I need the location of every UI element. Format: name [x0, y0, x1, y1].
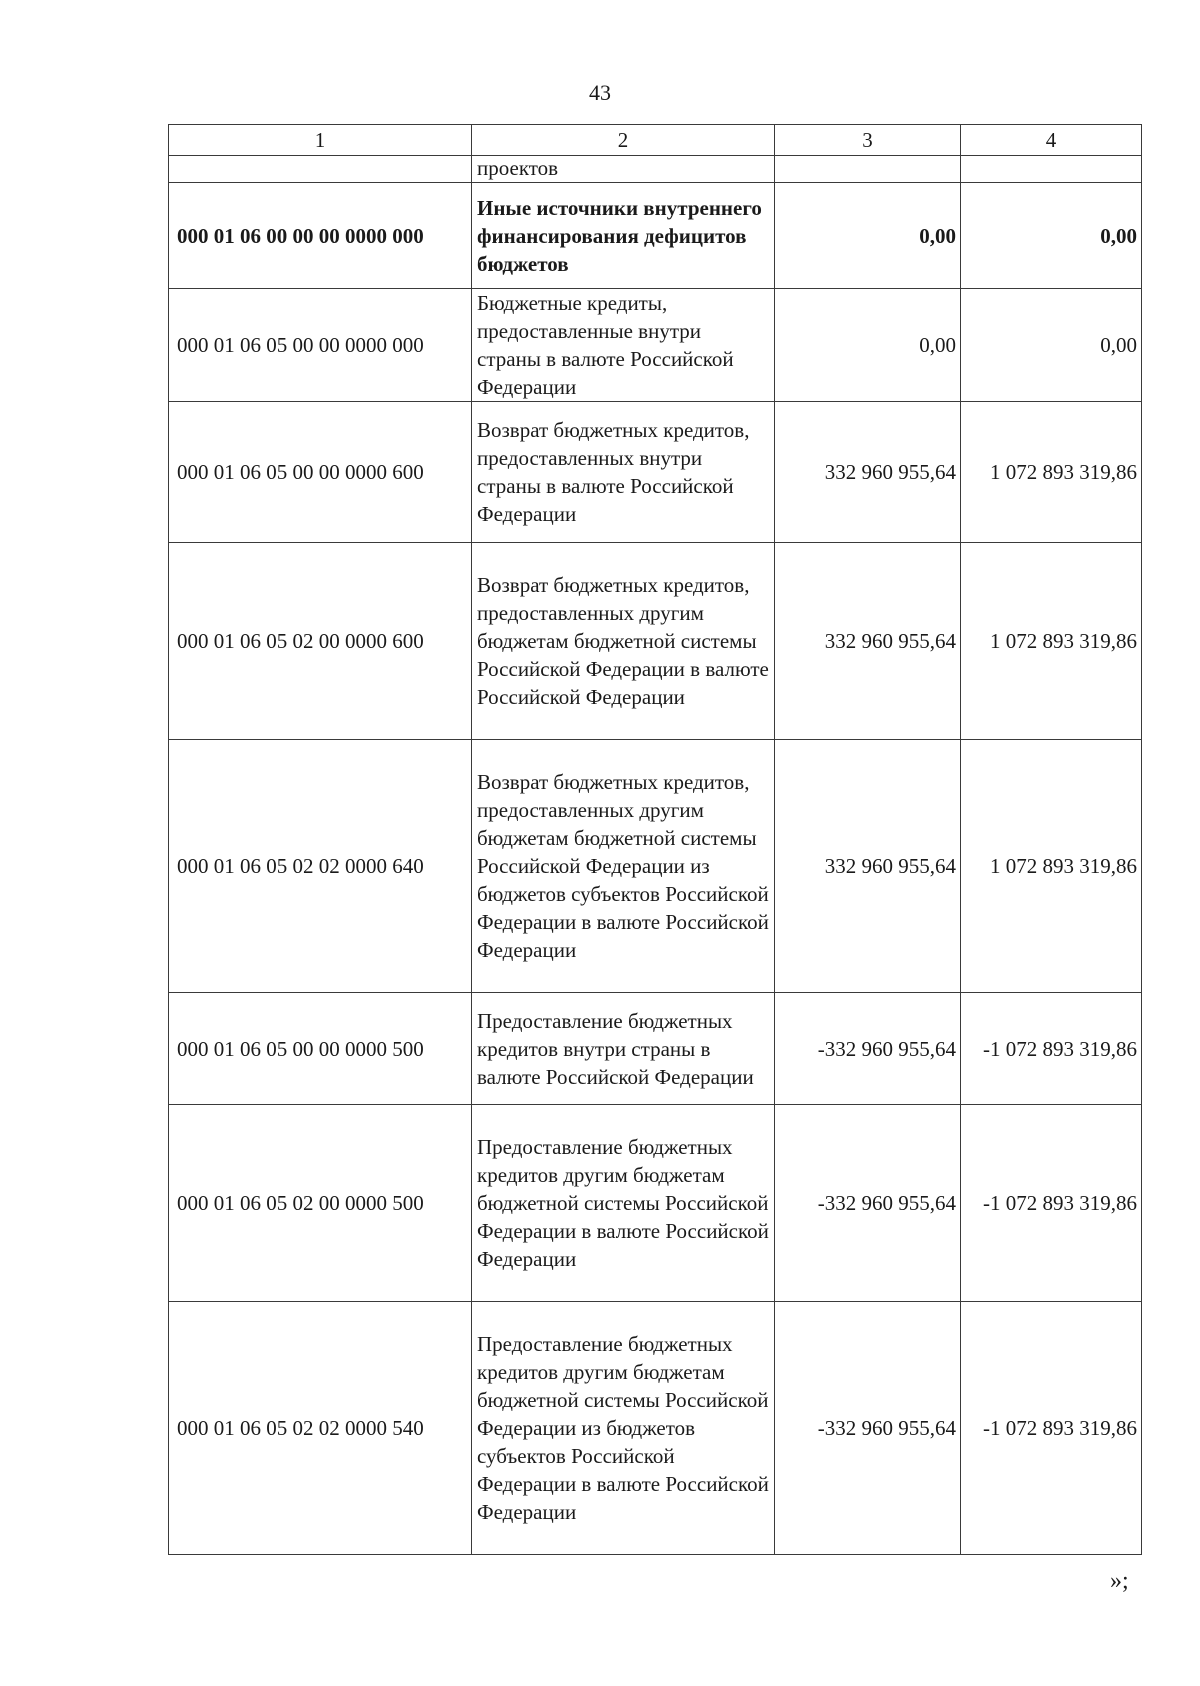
amount-col4-cell: -1 072 893 319,86 — [961, 1105, 1142, 1302]
amount-col4-cell: 1 072 893 319,86 — [961, 402, 1142, 543]
amount-col3-cell: 332 960 955,64 — [775, 402, 961, 543]
code-cell: 000 01 06 00 00 00 0000 000 — [169, 183, 472, 289]
table-row — [169, 1302, 1142, 1555]
table-row — [169, 183, 1142, 289]
name-cell: Предоставление бюджетных кредитов другим бюджетам бюджетной системы Российской Федерации в валюте Российской Федерации — [472, 1105, 775, 1302]
amount-col4-cell: 1 072 893 319,86 — [961, 740, 1142, 993]
name-cell: Возврат бюджетных кредитов, предоставленных другим бюджетам бюджетной системы Российской Федерации в валюте Российской Федерации — [472, 543, 775, 740]
amount-col3-cell: 332 960 955,64 — [775, 740, 961, 993]
financing-sources-table — [168, 124, 1142, 1555]
table-row — [169, 993, 1142, 1105]
amount-col3-cell: 0,00 — [775, 289, 961, 402]
page-number: 43 — [589, 80, 611, 105]
table-header-row — [169, 125, 1142, 156]
amount-col4-cell: 1 072 893 319,86 — [961, 543, 1142, 740]
code-cell: 000 01 06 05 02 00 0000 500 — [169, 1105, 472, 1302]
amount-col3-cell: -332 960 955,64 — [775, 1105, 961, 1302]
column-header-3: 3 — [775, 125, 961, 156]
code-cell: 000 01 06 05 00 00 0000 500 — [169, 993, 472, 1105]
closing-quote-mark: »; — [1110, 1568, 1129, 1594]
table-row — [169, 289, 1142, 402]
name-cell: Предоставление бюджетных кредитов другим бюджетам бюджетной системы Российской Федерации из бюджетов субъектов Российской Федерации в валюте Российской Федерации — [472, 1302, 775, 1555]
code-cell: 000 01 06 05 02 02 0000 640 — [169, 740, 472, 993]
name-cell: Возврат бюджетных кредитов, предоставленных другим бюджетам бюджетной системы Российской Федерации из бюджетов субъектов Российской Федерации в валюте Российской Федерации — [472, 740, 775, 993]
code-cell: 000 01 06 05 00 00 0000 000 — [169, 289, 472, 402]
table-row-continuation — [169, 156, 1142, 183]
amount-col4-cell: 0,00 — [961, 183, 1142, 289]
amount-col4-cell: -1 072 893 319,86 — [961, 993, 1142, 1105]
name-cell: Бюджетные кредиты, предоставленные внутри страны в валюте Российской Федерации — [472, 289, 775, 402]
amount-col3-cell: 0,00 — [775, 183, 961, 289]
column-header-1: 1 — [169, 125, 472, 156]
column-header-2: 2 — [472, 125, 775, 156]
amount-col3-cell: -332 960 955,64 — [775, 993, 961, 1105]
table-row — [169, 402, 1142, 543]
amount-col4-cell — [961, 156, 1142, 183]
code-cell: 000 01 06 05 00 00 0000 600 — [169, 402, 472, 543]
name-cell: Иные источники внутреннего финансирования дефицитов бюджетов — [472, 183, 775, 289]
amount-col3-cell — [775, 156, 961, 183]
name-cell: проектов — [472, 156, 775, 183]
amount-col3-cell: 332 960 955,64 — [775, 543, 961, 740]
code-cell: 000 01 06 05 02 02 0000 540 — [169, 1302, 472, 1555]
table-row — [169, 543, 1142, 740]
amount-col4-cell: -1 072 893 319,86 — [961, 1302, 1142, 1555]
amount-col3-cell: -332 960 955,64 — [775, 1302, 961, 1555]
table-row — [169, 1105, 1142, 1302]
table-row — [169, 740, 1142, 993]
code-cell — [169, 156, 472, 183]
name-cell: Возврат бюджетных кредитов, предоставленных внутри страны в валюте Российской Федерации — [472, 402, 775, 543]
code-cell: 000 01 06 05 02 00 0000 600 — [169, 543, 472, 740]
column-header-4: 4 — [961, 125, 1142, 156]
name-cell: Предоставление бюджетных кредитов внутри страны в валюте Российской Федерации — [472, 993, 775, 1105]
amount-col4-cell: 0,00 — [961, 289, 1142, 402]
